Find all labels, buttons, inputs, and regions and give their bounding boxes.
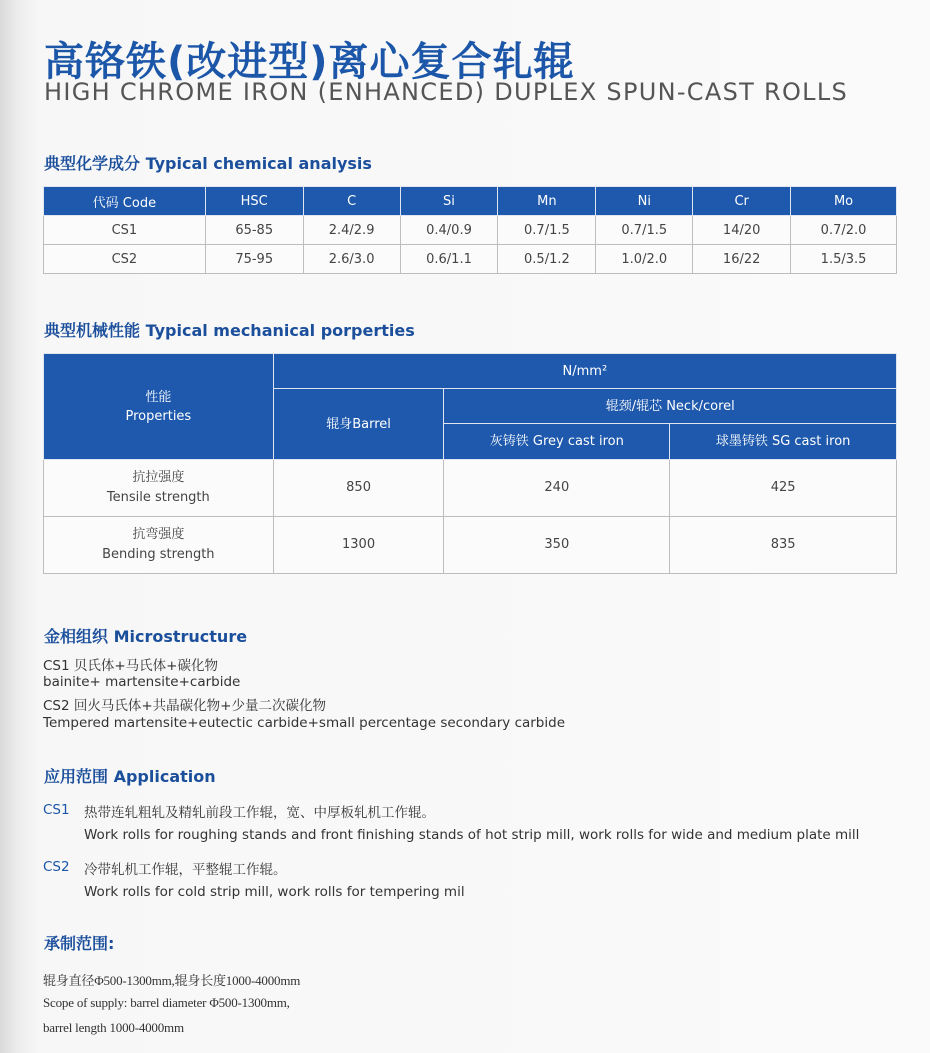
table-cell: 16/22 — [693, 245, 791, 274]
property-name-cn: 抗拉强度 — [132, 470, 185, 485]
grey-cast-iron-header: 灰铸铁 Grey cast iron — [444, 424, 670, 460]
mechanical-section-title: 典型机械性能 Typical mechanical porperties — [44, 321, 415, 340]
table-cell: 425 — [670, 460, 897, 517]
chem-header-ni: Ni — [596, 187, 693, 216]
table-cell: 350 — [444, 517, 670, 574]
supply-line: Scope of supply: barrel diameter Φ500-1300mm, — [43, 995, 290, 1010]
chem-header-hsc: HSC — [205, 187, 303, 216]
sg-cast-iron-header: 球墨铸铁 SG cast iron — [670, 424, 897, 460]
table-cell: CS1 — [44, 216, 206, 245]
mechanical-header-row — [44, 354, 897, 389]
table-cell: 75-95 — [205, 245, 303, 274]
properties-header — [44, 354, 274, 460]
table-cell: 0.5/1.2 — [498, 245, 596, 274]
property-name-en: Bending strength — [102, 547, 215, 562]
table-cell: 835 — [670, 517, 897, 574]
properties-header-cn: 性能 — [145, 389, 172, 405]
application-text-cn: 热带连轧粗轧及精轧前段工作辊，宽、中厚板轧机工作辊。 — [84, 805, 435, 821]
property-name-cn: 抗弯强度 — [132, 527, 185, 542]
microstructure-line: CS1 贝氏体+马氏体+碳化物 — [43, 658, 218, 674]
table-cell: 850 — [273, 460, 444, 517]
microstructure-line: CS2 回火马氏体+共晶碳化物+少量二次碳化物 — [43, 698, 326, 714]
table-row — [44, 245, 897, 274]
table-cell: 240 — [444, 460, 670, 517]
application-text-en: Work rolls for roughing stands and front finishing stands of hot strip mill, work rolls for wide and medium plate mill — [84, 827, 860, 843]
table-cell: 1300 — [273, 517, 444, 574]
microstructure-line: Tempered martensite+eutectic carbide+small percentage secondary carbide — [43, 715, 566, 731]
properties-header-en: Properties — [125, 408, 192, 424]
supply-section-title: 承制范围: — [44, 934, 115, 953]
microstructure-line: bainite+ martensite+carbide — [43, 674, 241, 690]
table-cell: 0.7/2.0 — [791, 216, 897, 245]
chemical-table — [43, 186, 897, 274]
chem-header-mo: Mo — [791, 187, 897, 216]
chem-header-cr: Cr — [693, 187, 791, 216]
property-name-en: Tensile strength — [106, 490, 210, 505]
application-code: CS2 — [43, 859, 70, 875]
chemical-header-row — [44, 187, 897, 216]
mechanical-table — [43, 353, 897, 574]
application-section-title: 应用范围 Application — [44, 767, 216, 786]
application-code: CS1 — [43, 802, 70, 818]
page-title-cn: 高铬铁(改进型)离心复合轧辊 — [44, 39, 575, 85]
supply-line: barrel length 1000-4000mm — [43, 1020, 184, 1035]
neck-header: 辊颈/辊芯 Neck/corel — [444, 389, 897, 424]
table-cell: 0.6/1.1 — [400, 245, 498, 274]
table-cell: 14/20 — [693, 216, 791, 245]
chem-header-c: C — [303, 187, 400, 216]
chem-header-code: 代码 Code — [44, 187, 206, 216]
unit-header: N/mm² — [273, 354, 896, 389]
application-text — [84, 802, 859, 846]
application-text-en: Work rolls for cold strip mill, work rolls for tempering mil — [84, 884, 465, 900]
table-cell: 1.0/2.0 — [596, 245, 693, 274]
supply-line: 辊身直径Φ500-1300mm,辊身长度1000-4000mm — [43, 973, 301, 988]
table-cell: 0.7/1.5 — [596, 216, 693, 245]
table-cell: 0.4/0.9 — [400, 216, 498, 245]
chemical-section-title: 典型化学成分 Typical chemical analysis — [44, 154, 372, 173]
application-text-cn: 冷带轧机工作辊，平整辊工作辊。 — [84, 862, 287, 878]
property-name — [44, 517, 274, 574]
table-row — [44, 517, 897, 574]
chem-header-si: Si — [400, 187, 498, 216]
barrel-header: 辊身Barrel — [273, 389, 444, 460]
chem-header-mn: Mn — [498, 187, 596, 216]
table-row — [44, 216, 897, 245]
table-cell: 2.4/2.9 — [303, 216, 400, 245]
table-cell: 0.7/1.5 — [498, 216, 596, 245]
table-cell: CS2 — [44, 245, 206, 274]
application-text — [84, 859, 465, 903]
table-cell: 2.6/3.0 — [303, 245, 400, 274]
property-name — [44, 460, 274, 517]
microstructure-section-title: 金相组织 Microstructure — [44, 627, 248, 646]
table-row — [44, 460, 897, 517]
table-cell: 1.5/3.5 — [791, 245, 897, 274]
table-cell: 65-85 — [205, 216, 303, 245]
page-title-en: HIGH CHROME IRON (ENHANCED) DUPLEX SPUN-CAST ROLLS — [44, 78, 849, 106]
